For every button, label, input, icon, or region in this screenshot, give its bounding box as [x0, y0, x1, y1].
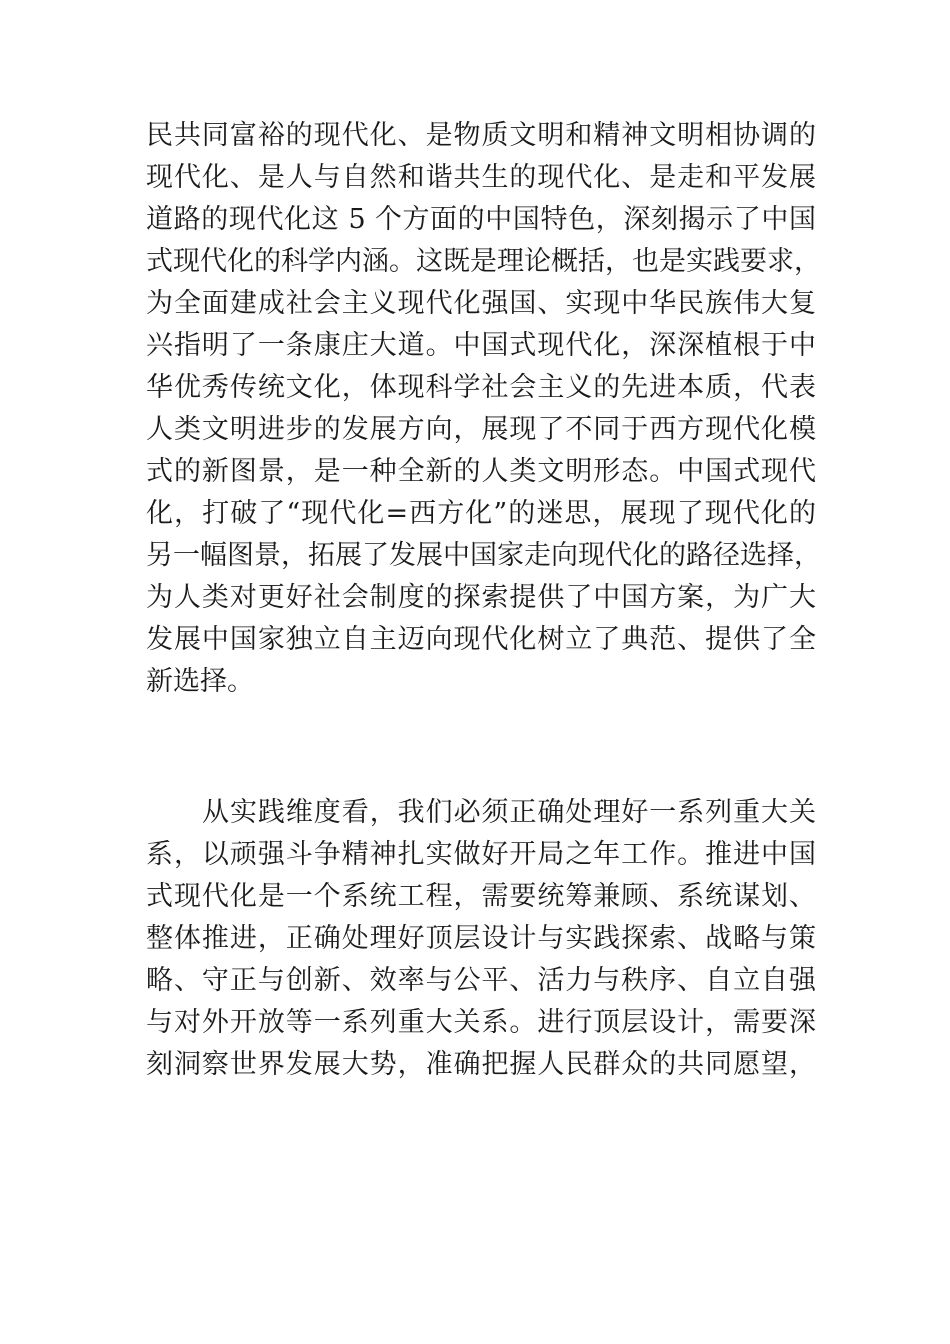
paragraph-line: 兴指明了一条康庄大道。中国式现代化，深深植根于中: [146, 330, 816, 361]
paragraph-line: 为人类对更好社会制度的探索提供了中国方案，为广大: [146, 582, 816, 613]
paragraph-line: 现代化、是人与自然和谐共生的现代化、是走和平发展: [146, 162, 816, 193]
paragraph-line: 民共同富裕的现代化、是物质文明和精神文明相协调的: [146, 120, 816, 151]
paragraph-line: 为全面建成社会主义现代化强国、实现中华民族伟大复: [146, 288, 816, 319]
paragraph-line: 新选择。: [146, 666, 254, 697]
paragraph-line: 道路的现代化这 5 个方面的中国特色，深刻揭示了中国: [146, 204, 816, 235]
paragraph-line: 整体推进，正确处理好顶层设计与实践探索、战略与策: [146, 923, 816, 954]
paragraph-line: 式现代化的科学内涵。这既是理论概括，也是实践要求，: [146, 246, 821, 277]
paragraph-line: 与对外开放等一系列重大关系。进行顶层设计，需要深: [146, 1007, 816, 1038]
paragraph-line: 略、守正与创新、效率与公平、活力与秩序、自立自强: [146, 965, 816, 996]
paragraph-line: 式的新图景，是一种全新的人类文明形态。中国式现代: [146, 456, 816, 487]
paragraph-line: 华优秀传统文化，体现科学社会主义的先进本质，代表: [146, 372, 816, 403]
paragraph-line: 化，打破了“现代化=西方化”的迷思，展现了现代化的: [146, 498, 816, 529]
paragraph-line: 刻洞察世界发展大势，准确把握人民群众的共同愿望，: [146, 1049, 816, 1080]
paragraph-line: 从实践维度看，我们必须正确处理好一系列重大关: [202, 797, 816, 828]
paragraph-line: 发展中国家独立自主迈向现代化树立了典范、提供了全: [146, 624, 816, 655]
paragraph-1: [146, 115, 821, 703]
paragraph-line: 系，以顽强斗争精神扎实做好开局之年工作。推进中国: [146, 839, 816, 870]
paragraph-line: 人类文明进步的发展方向，展现了不同于西方现代化模: [146, 414, 816, 445]
paragraph-2: [146, 792, 816, 1086]
paragraph-line: 另一幅图景，拓展了发展中国家走向现代化的路径选择，: [146, 540, 821, 571]
paragraph-line: 式现代化是一个系统工程，需要统筹兼顾、系统谋划、: [146, 881, 816, 912]
